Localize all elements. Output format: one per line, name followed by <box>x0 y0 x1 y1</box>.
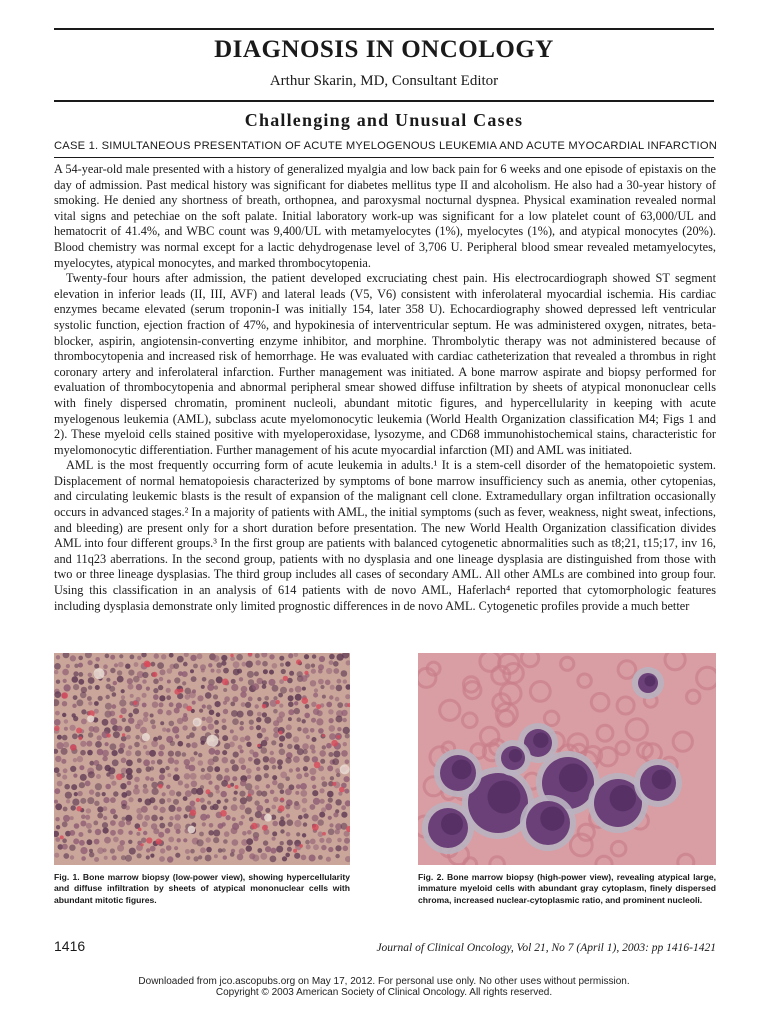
figure-1-low-power-micrograph <box>54 653 350 865</box>
paragraph-case-presentation: A 54-year-old male presented with a history of generalized myalgia and low back pain for 6 weeks and one episode of epistaxis on the day of admission. Past medical history was significant for diabetes mellitus type II and alcoholism. He also had a 30-year history of smoking. He denied any shortness of breath, orthopnea, and paroxysmal nocturnal dyspnea. Physical examination revealed normal vital signs and petechiae on the soft palate. Initial laboratory work-up was significant for a low platelet count of 63,000/UL and hematocrit of 41.4%, and WBC count was 9,400/UL with metamyelocytes (1%), myelocytes (1%), and atypical monocytes (20%). Blood chemistry was normal except for a lactic dehydrogenase level of 3,706 U. Peripheral blood smear revealed metamyelocytes, myelocytes, atypical monocytes, and marked thrombocytopenia. <box>54 162 716 270</box>
figure-1-image <box>54 653 350 865</box>
case-title: CASE 1. SIMULTANEOUS PRESENTATION OF ACUTE MYELOGENOUS LEUKEMIA AND ACUTE MYOCARDIAL INFARCTION <box>54 140 718 152</box>
copyright-notice: Copyright © 2003 American Society of Clinical Oncology. All rights reserved. <box>215 987 553 998</box>
download-notice: Downloaded from jco.ascopubs.org on May 17, 2012. For personal use only. No other uses without permission. <box>138 976 630 987</box>
article-body <box>54 162 716 620</box>
journal-title: DIAGNOSIS IN ONCOLOGY <box>214 36 554 63</box>
case-title-rule <box>54 157 714 158</box>
page-number: 1416 <box>54 938 86 954</box>
paragraph-aml-discussion: AML is the most frequently occurring form of acute leukemia in adults.¹ It is a stem-cell disorder of the hematopoietic system. Displacement of normal hematopoiesis characterized by symptoms of bone marrow insufficiency such as anemia, other cytopenias, and circulating leukemic blasts is the result of expansion of the malignant cell clone. Extramedullary organ infiltration occasionally occurs in advanced stages.² In a majority of patients with AML, the initial symptoms (such as fever, weakness, night sweat, infections, and bleeding) are present only for a short duration before presentation. The new World Health Organization classification divides AML into four different groups.³ In the first group are patients with balanced cytogenetic abnormalities such as t8;21, t15;17, inv 16, and 11q23 aberrations. In the second group, patients with no dysplasia and one lineage dysplasia are distinguished from those with two or three lineage dysplasias. The third group includes all cases of secondary AML. All other AMLs are combined into group four. Using this classification in an analysis of 614 patients with de novo AML, Haferlach⁴ reported that cytomorphologic features including dysplasia demonstrate only limited prognostic differences in de novo AML. Cytogenetic profiles provide a much better <box>54 458 716 613</box>
header-rule <box>54 100 714 102</box>
consultant-editor: Arthur Skarin, MD, Consultant Editor <box>269 73 499 89</box>
paragraph-clinical-course: Twenty-four hours after admission, the patient developed excruciating chest pain. His electrocardiograph showed ST segment elevation in inferior leads (II, III, AVF) and lateral leads (V5, V6) consistent with inferolateral myocardial ischemia. His cardiac enzymes became elevated (serum troponin-I was initially 154, later 358 U). Echocardiography showed depressed left ventricular systolic function, ejection fraction of 47%, and hypokinesia of interventricular septum. He was administered oxygen, nitrates, beta-blocker, aspirin, angiotensin-converting enzyme inhibitor, and morphine. Thrombolytic therapy was not administered because of thrombocytopenia and increased risk of hemorrhage. He was evaluated with cardiac catheterization that revealed a thrombus in right coronary artery and inferolateral infarction. Further management was initiated. A bone marrow aspirate and biopsy performed for evaluation of thrombocytopenia and abnormal peripheral smear showed diffuse infiltration by sheets of atypical mononuclear cells with finely dispersed chromatin, prominent nucleoli, abundant mitotic figures, and hypercellularity in keeping with acute myelogenous leukemia (AML), subclass acute myelomonocytic leukemia (World Health Organization classification M4; Figs 1 and 2). These myeloid cells stained positive with myeloperoxidase, lysozyme, and CD68 immunohistochemical stains, characteristic for myelomonocytic differentiation. Further management of his acute myocardial infarction (MI) and AML was initiated. <box>54 271 716 457</box>
figure-1-caption: Fig. 1. Bone marrow biopsy (low-power view), showing hypercellularity and diffuse infiltration by sheets of atypical mononuclear cells with abundant mitotic figures. <box>54 872 350 905</box>
top-rule <box>54 28 714 30</box>
section-title: Challenging and Unusual Cases <box>244 110 524 130</box>
journal-citation: Journal of Clinical Oncology, Vol 21, No 7 (April 1), 2003: pp 1416-1421 <box>376 942 716 954</box>
figure-2-image <box>418 653 716 865</box>
figure-2-high-power-micrograph <box>418 653 716 865</box>
figure-2-caption: Fig. 2. Bone marrow biopsy (high-power view), revealing atypical large, immature myeloid cells with abundant gray cytoplasm, finely dispersed chroma, increased nuclear-cytoplasmic ratio, and prominent nucleoli. <box>418 872 716 905</box>
